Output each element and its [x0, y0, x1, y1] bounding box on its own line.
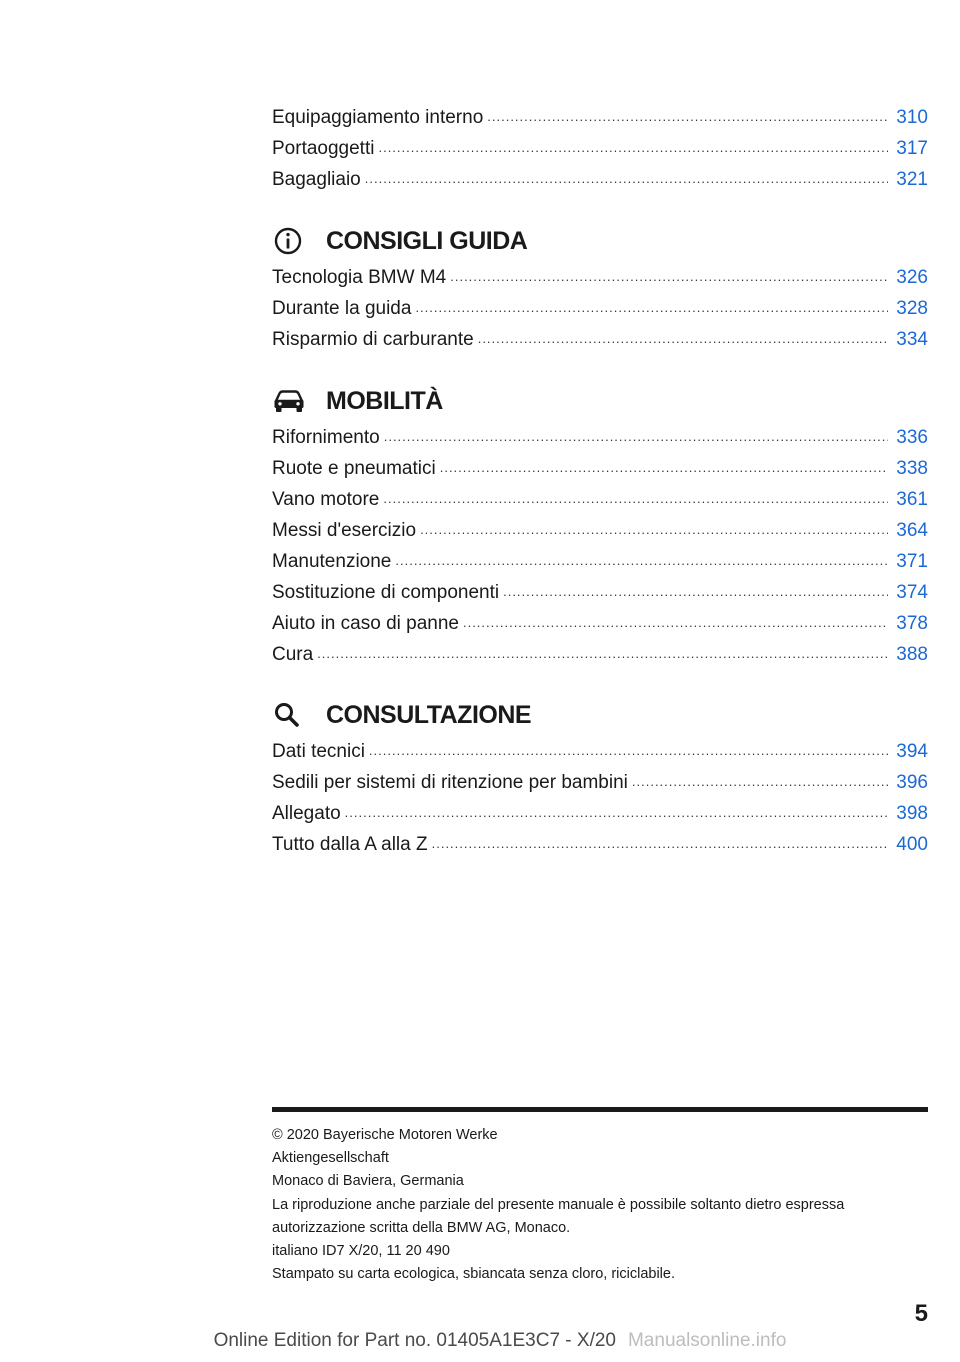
- toc-entry-label: Ruote e pneumatici: [272, 458, 436, 479]
- toc-entry-label: Allegato: [272, 803, 341, 824]
- imprint-line: autorizzazione scritta della BMW AG, Monaco.: [272, 1219, 571, 1236]
- dot-leader: [487, 101, 888, 132]
- dot-leader: [384, 421, 888, 452]
- toc-section-list: [272, 736, 928, 860]
- section-title: MOBILITÀ: [326, 386, 443, 415]
- dot-leader: [345, 797, 888, 828]
- search-icon: [272, 699, 316, 731]
- dot-leader: [463, 607, 888, 638]
- toc-entry[interactable]: [272, 422, 928, 453]
- toc-entry[interactable]: [272, 546, 928, 577]
- section-heading-consigli-guida: [272, 221, 527, 261]
- toc-entry-label: Manutenzione: [272, 551, 392, 572]
- toc-entry[interactable]: [272, 577, 928, 608]
- info-icon: [272, 225, 316, 257]
- imprint-divider: [272, 1107, 928, 1112]
- toc-entry-page[interactable]: 336: [896, 427, 928, 448]
- toc-entry-label: Messi d'esercizio: [272, 520, 417, 541]
- toc-entry-page[interactable]: 328: [896, 298, 928, 319]
- toc-entry-label: Rifornimento: [272, 427, 380, 448]
- toc-entry[interactable]: [272, 293, 928, 324]
- dot-leader: [420, 514, 888, 545]
- toc-entry[interactable]: [272, 736, 928, 767]
- toc-entry-label: Aiuto in caso di panne: [272, 613, 459, 634]
- dot-leader: [415, 292, 888, 323]
- toc-entry-page[interactable]: 394: [896, 741, 928, 762]
- dot-leader: [378, 132, 888, 163]
- imprint-line: © 2020 Bayerische Motoren Werke: [272, 1127, 498, 1143]
- footer-edition: [0, 1330, 960, 1352]
- toc-entry-label: Cura: [272, 644, 314, 665]
- toc-entry-page[interactable]: 371: [896, 551, 928, 572]
- edition-text: Online Edition for Part no. 01405A1E3C7 - X/20: [213, 1330, 616, 1351]
- dot-leader: [440, 452, 888, 483]
- dot-leader: [369, 735, 888, 766]
- toc-entry-page[interactable]: 396: [896, 772, 928, 793]
- section-heading-consultazione: [272, 695, 531, 735]
- toc-entry-page[interactable]: 321: [896, 169, 928, 190]
- toc-entry[interactable]: [272, 829, 928, 860]
- imprint-line: La riproduzione anche parziale del presente manuale è possibile soltanto dietro espressa: [272, 1196, 845, 1213]
- toc-entry[interactable]: [272, 639, 928, 670]
- dot-leader: [478, 323, 888, 354]
- toc-entry-page[interactable]: 338: [896, 458, 928, 479]
- dot-leader: [317, 638, 888, 669]
- toc-entry-label: Durante la guida: [272, 298, 412, 319]
- dot-leader: [395, 545, 888, 576]
- toc-entry-page[interactable]: 317: [896, 138, 928, 159]
- toc-entry-page[interactable]: 361: [896, 489, 928, 510]
- toc-section-list: [272, 422, 928, 670]
- section-title: CONSIGLI GUIDA: [326, 226, 528, 255]
- toc-entry-page[interactable]: 400: [896, 834, 928, 855]
- toc-entry[interactable]: [272, 164, 928, 195]
- dot-leader: [432, 828, 888, 859]
- toc-entry-label: Vano motore: [272, 489, 380, 510]
- toc-entry-label: Dati tecnici: [272, 741, 365, 762]
- toc-entry-label: Tutto dalla A alla Z: [272, 834, 428, 855]
- dot-leader: [383, 483, 888, 514]
- toc-entry-page[interactable]: 374: [896, 582, 928, 603]
- page-number: 5: [914, 1300, 928, 1327]
- toc-entry-page[interactable]: 388: [896, 644, 928, 665]
- imprint-line: Stampato su carta ecologica, sbiancata senza cloro, riciclabile.: [272, 1266, 675, 1283]
- toc-entry-label: Sedili per sistemi di ritenzione per bambini: [272, 772, 628, 793]
- dot-leader: [632, 766, 888, 797]
- dot-leader: [503, 576, 888, 607]
- imprint-block: [272, 1124, 928, 1286]
- toc-entry-page[interactable]: 326: [896, 267, 928, 288]
- toc-entry[interactable]: [272, 324, 928, 355]
- toc-entry-page[interactable]: 378: [896, 613, 928, 634]
- toc-entry[interactable]: [272, 102, 928, 133]
- toc-entry-label: Bagagliaio: [272, 169, 361, 190]
- toc-entry-label: Portaoggetti: [272, 138, 375, 159]
- car-icon: [272, 385, 316, 417]
- toc-section-list: [272, 262, 928, 355]
- dot-leader: [450, 261, 888, 292]
- toc-entry[interactable]: [272, 798, 928, 829]
- toc-entry-label: Risparmio di carburante: [272, 329, 474, 350]
- imprint-line: Aktiengesellschaft: [272, 1150, 389, 1167]
- toc-entry-page[interactable]: 398: [896, 803, 928, 824]
- toc-entry[interactable]: [272, 767, 928, 798]
- toc-entry[interactable]: [272, 453, 928, 484]
- toc-entry[interactable]: [272, 484, 928, 515]
- toc-entry-page[interactable]: 364: [896, 520, 928, 541]
- toc-entry[interactable]: [272, 608, 928, 639]
- imprint-line: italiano ID7 X/20, 11 20 490: [272, 1243, 450, 1260]
- toc-entry-page[interactable]: 334: [896, 329, 928, 350]
- toc-entry[interactable]: [272, 515, 928, 546]
- toc-top-list: [272, 102, 928, 195]
- watermark-text: Manualsonline.info: [627, 1330, 787, 1351]
- imprint-line: Monaco di Baviera, Germania: [272, 1173, 464, 1190]
- section-heading-mobilita: [272, 381, 443, 421]
- toc-entry-label: Equipaggiamento interno: [272, 107, 484, 128]
- section-title: CONSULTAZIONE: [326, 700, 532, 729]
- toc-entry-page[interactable]: 310: [896, 107, 928, 128]
- toc-entry-label: Sostituzione di componenti: [272, 582, 500, 603]
- dot-leader: [365, 163, 888, 194]
- toc-entry[interactable]: [272, 262, 928, 293]
- toc-entry[interactable]: [272, 133, 928, 164]
- toc-entry-label: Tecnologia BMW M4: [272, 267, 447, 288]
